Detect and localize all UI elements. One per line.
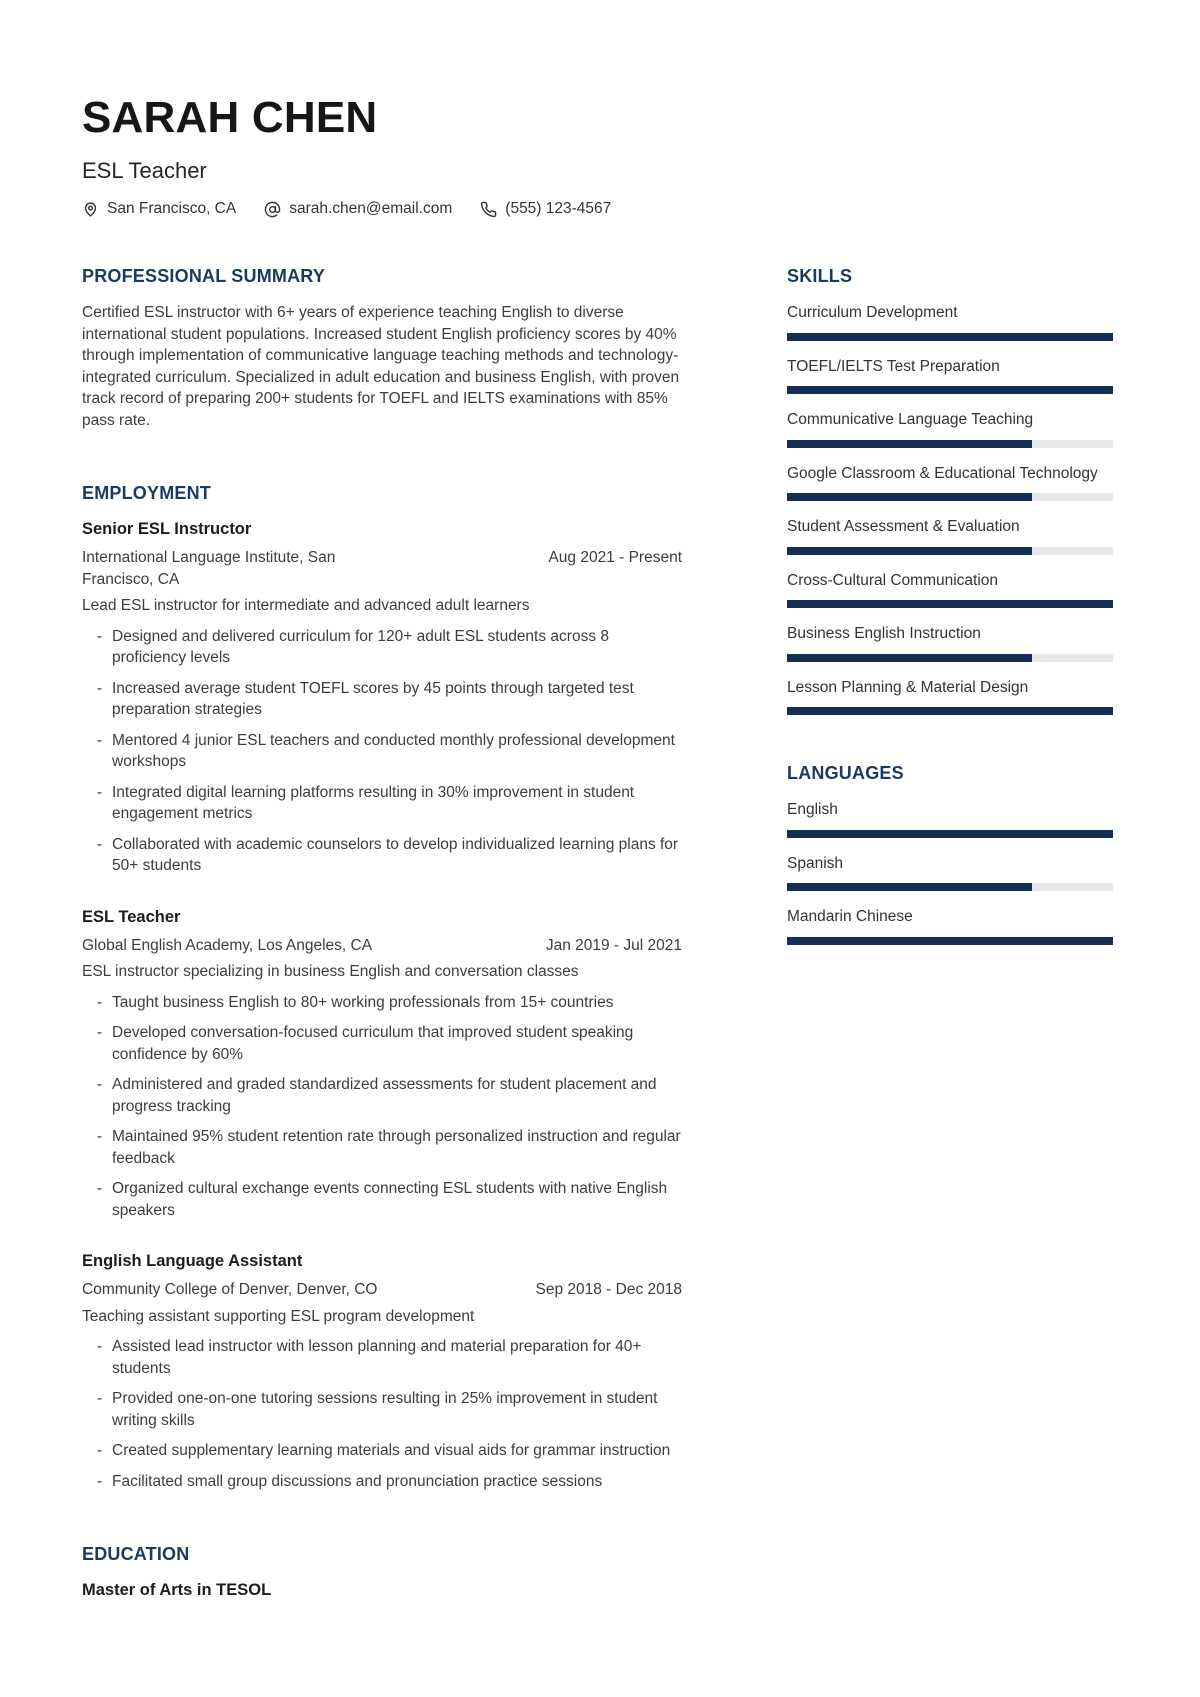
summary-heading: PROFESSIONAL SUMMARY (82, 266, 326, 286)
resume-header (82, 93, 1113, 218)
email-icon (264, 201, 281, 218)
skills-heading: SKILLS (787, 266, 853, 286)
bullet-item: - Taught business English to 80+ working professionals from 15+ countries (82, 992, 682, 1014)
skill-item (787, 623, 1113, 662)
skill-label: Communicative Language Teaching (787, 411, 1034, 428)
contact-row (82, 200, 1113, 218)
contact-location-text: San Francisco, CA (107, 200, 237, 217)
bullet-item: - Facilitated small group discussions and pronunciation practice sessions (82, 1471, 682, 1493)
language-bar (787, 830, 1113, 838)
skill-bar-fill (787, 707, 1113, 715)
skill-bar (787, 493, 1113, 501)
skill-label: Student Assessment & Evaluation (787, 518, 1020, 535)
contact-email (264, 200, 452, 218)
job-summary: Lead ESL instructor for intermediate and advanced adult learners (82, 597, 530, 614)
location-icon (82, 201, 99, 218)
skill-bar (787, 333, 1113, 341)
job-dates: Sep 2018 - Dec 2018 (535, 1281, 682, 1298)
job-bullets (82, 626, 682, 877)
bullet-item: - Provided one-on-one tutoring sessions resulting in 25% improvement in student writing skills (82, 1388, 682, 1431)
skill-bar (787, 707, 1113, 715)
skill-item (787, 516, 1113, 555)
skill-bar (787, 547, 1113, 555)
skill-bar-fill (787, 547, 1032, 555)
phone-icon (480, 201, 497, 218)
job-title: English Language Assistant (82, 1252, 303, 1270)
language-bar (787, 883, 1113, 891)
contact-phone (480, 200, 611, 218)
language-bar-fill (787, 937, 1113, 945)
skill-label: Business English Instruction (787, 625, 981, 642)
language-bar-fill (787, 883, 1032, 891)
language-label: English (787, 801, 838, 818)
language-label: Spanish (787, 854, 844, 872)
skills-section (787, 266, 1113, 715)
language-item (787, 906, 1113, 945)
job-entry (82, 907, 682, 1222)
languages-heading: LANGUAGES (787, 763, 904, 783)
job-bullets (82, 992, 682, 1222)
bullet-item: - Increased average student TOEFL scores by 45 points through targeted test preparation strategies (82, 678, 682, 721)
job-company: International Language Institute, San Francisco, CA (82, 549, 336, 588)
skill-item (787, 463, 1113, 502)
skill-bar-fill (787, 600, 1113, 608)
job-entry (82, 1251, 682, 1492)
job-dates: Jan 2019 - Jul 2021 (545, 936, 682, 954)
candidate-title: ESL Teacher (82, 158, 207, 183)
skill-label: Curriculum Development (787, 304, 958, 321)
employment-section (82, 483, 682, 1492)
skill-bar (787, 440, 1113, 448)
education-heading: EDUCATION (82, 1544, 190, 1564)
job-title: ESL Teacher (82, 907, 181, 926)
job-meta (82, 547, 682, 590)
skill-label: Google Classroom & Educational Technology (787, 464, 1098, 482)
summary-section (82, 266, 682, 431)
contact-email-text: sarah.chen@email.com (289, 200, 453, 217)
bullet-item: - Assisted lead instructor with lesson planning and material preparation for 40+ students (82, 1336, 682, 1379)
skill-item (787, 677, 1113, 716)
education-degree: Master of Arts in TESOL (82, 1581, 272, 1599)
skill-label: Cross-Cultural Communication (787, 571, 999, 589)
bullet-item: - Administered and graded standardized assessments for student placement and progress tracking (82, 1074, 682, 1117)
skill-label: TOEFL/IELTS Test Preparation (787, 357, 1000, 375)
skill-item (787, 570, 1113, 609)
skill-item (787, 356, 1113, 395)
skill-bar-fill (787, 654, 1032, 662)
job-title: Senior ESL Instructor (82, 520, 252, 538)
bullet-item: - Integrated digital learning platforms resulting in 30% improvement in student engagement metrics (82, 782, 682, 825)
skill-bar (787, 654, 1113, 662)
skill-bar-fill (787, 493, 1032, 501)
job-entry (82, 519, 682, 877)
job-meta (82, 935, 682, 957)
contact-location (82, 200, 236, 218)
candidate-name: SARAH CHEN (82, 93, 378, 142)
skill-item (787, 302, 1113, 341)
job-dates: Aug 2021 - Present (548, 549, 682, 566)
job-summary: Teaching assistant supporting ESL program development (82, 1307, 475, 1325)
skill-bar (787, 600, 1113, 608)
skill-bar-fill (787, 386, 1113, 394)
bullet-item: - Mentored 4 junior ESL teachers and conducted monthly professional development workshops (82, 730, 682, 773)
job-company: Global English Academy, Los Angeles, CA (82, 936, 373, 954)
employment-heading: EMPLOYMENT (82, 483, 212, 503)
bullet-item: - Created supplementary learning materials and visual aids for grammar instruction (82, 1440, 682, 1462)
education-section (82, 1544, 682, 1601)
job-summary: ESL instructor specializing in business English and conversation classes (82, 963, 579, 980)
bullet-item: - Developed conversation-focused curriculum that improved student speaking confidence by 60% (82, 1022, 682, 1065)
contact-phone-text: (555) 123-4567 (505, 200, 612, 217)
bullet-item: - Maintained 95% student retention rate through personalized instruction and regular feedback (82, 1126, 682, 1169)
skill-bar-fill (787, 333, 1113, 341)
skill-bar-fill (787, 440, 1032, 448)
languages-section (787, 763, 1113, 945)
summary-text: Certified ESL instructor with 6+ years of experience teaching English to diverse international student populations. Increased student English proficiency scores by 40% through implementation of communicative language teaching methods and technology-integrated curriculum. Specialized in adult education and business English, with proven track record of preparing 200+ students for TOEFL and IELTS examinations with 85% pass rate. (82, 304, 680, 429)
content-columns (82, 266, 1113, 1601)
job-company: Community College of Denver, Denver, CO (82, 1281, 378, 1298)
language-label: Mandarin Chinese (787, 908, 913, 925)
skill-label: Lesson Planning & Material Design (787, 678, 1029, 696)
language-item (787, 799, 1113, 838)
bullet-item: - Designed and delivered curriculum for 120+ adult ESL students across 8 proficiency levels (82, 626, 682, 669)
job-bullets (82, 1336, 682, 1492)
language-bar (787, 937, 1113, 945)
main-column (82, 266, 682, 1601)
bullet-item: - Collaborated with academic counselors to develop individualized learning plans for 50+ students (82, 834, 682, 877)
language-item (787, 853, 1113, 892)
bullet-item: - Organized cultural exchange events connecting ESL students with native English speakers (82, 1178, 682, 1221)
job-meta (82, 1279, 682, 1301)
language-bar-fill (787, 830, 1113, 838)
sidebar (787, 266, 1113, 960)
skill-bar (787, 386, 1113, 394)
skill-item (787, 409, 1113, 448)
